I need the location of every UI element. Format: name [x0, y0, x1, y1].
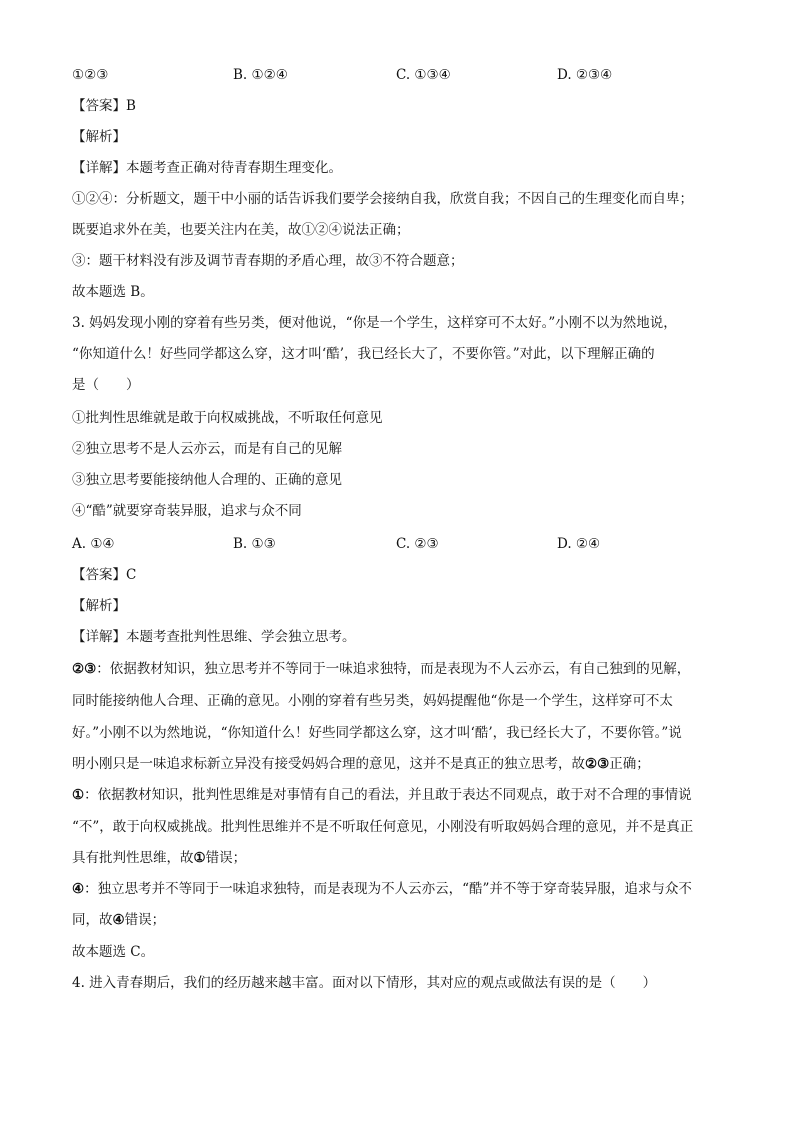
- q3-explanation-text: ：依据教材知识，批判性思维是对事情有自己的看法，并且敢于表达不同观点，敢于对不合理的事情说: [84, 787, 692, 803]
- q3-explanation-line: [72, 786, 692, 804]
- q3-option-ref: ④: [72, 881, 85, 897]
- q3-explanation-line: 同时能接纳他人合理、正确的意见。小刚的穿着有些另类，妈妈提醒他“你是一个学生，这样穿可不太: [72, 693, 673, 709]
- q3-conclusion: 故本题选 C。: [72, 944, 155, 960]
- q3-explanation-line: [72, 880, 692, 898]
- q2-option-b: B. ①②④: [233, 67, 288, 83]
- q3-answer: 【答案】C: [72, 567, 137, 583]
- q3-explanation-line: “不”，敢于向权威挑战。批判性思维并不是不听取任何意见，小刚没有听取妈妈合理的意见，并不是真正: [72, 819, 694, 835]
- q3-option-d: D. ②④: [557, 536, 601, 552]
- q2-explanation-line: ①②④：分析题文，题干中小丽的话告诉我们要学会接纳自我，欣赏自我；不因自己的生理变化而自卑；: [72, 191, 693, 207]
- q2-option-c: C. ①③④: [396, 67, 451, 83]
- q3-explanation-line: [72, 755, 650, 773]
- q3-statement: ②独立思考不是人云亦云，而是有自己的见解: [72, 441, 342, 457]
- q3-explanation-text: 明小刚只是一味追求标新立异没有接受妈妈合理的意见，这并不是真正的独立思考，故: [72, 756, 585, 772]
- q3-explanation-text: ：依据教材知识，独立思考并不等同于一味追求独特，而是表现为不人云亦云，有自己独到的见解，: [96, 661, 691, 677]
- q3-explanation-line: [72, 849, 246, 867]
- q2-analysis-heading: 【解析】: [72, 129, 126, 145]
- q2-explanation-line: ③：题干材料没有涉及调节青春期的矛盾心理，故③不符合题意；: [72, 253, 464, 269]
- q3-option-ref: ④: [112, 912, 125, 928]
- q3-stem-line: 是（ ）: [72, 377, 140, 393]
- q2-option-a: ①②③: [72, 67, 109, 83]
- q3-option-ref: ②③: [585, 756, 610, 772]
- q3-statement: ③独立思考要能接纳他人合理的、正确的意见: [72, 472, 342, 488]
- q3-option-c: C. ②③: [396, 536, 439, 552]
- q3-explanation-line: [72, 911, 165, 929]
- q3-option-ref: ①: [193, 850, 206, 866]
- q2-option-d: D. ②③④: [557, 67, 613, 83]
- q3-explanation-text: 具有批判性思维，故: [72, 850, 194, 866]
- q2-conclusion: 故本题选 B。: [72, 284, 154, 300]
- q3-explanation-text: 错误；: [124, 912, 166, 928]
- q3-option-a: A. ①④: [72, 536, 115, 552]
- q3-stem-line: “你知道什么！好些同学都这么穿，这才叫‘酷’，我已经长大了，不要你管。”对此，以下理解正确的: [72, 346, 655, 362]
- q2-detail: 【详解】本题考查正确对待青春期生理变化。: [72, 160, 342, 176]
- q3-explanation-line: 好。”小刚不以为然地说，“你知道什么！好些同学都这么穿，这才叫‘酷’，我已经长大了，不要你管。”说: [72, 725, 682, 741]
- q3-option-b: B. ①③: [233, 536, 276, 552]
- q3-explanation-line: [72, 660, 690, 678]
- q3-statement: ①批判性思维就是敢于向权威挑战，不听取任何意见: [72, 410, 383, 426]
- q3-option-ref: ②③: [72, 661, 97, 677]
- q3-explanation-text: ：独立思考并不等同于一味追求独特，而是表现为不人云亦云，“酷”并不等于穿奇装异服，追求与众不: [84, 881, 692, 897]
- q4-stem: 4. 进入青春期后，我们的经历越来越丰富。面对以下情形，其对应的观点或做法有误的是（ ）: [72, 975, 657, 991]
- q2-explanation-line: 既要追求外在美，也要关注内在美，故①②④说法正确；: [72, 222, 410, 238]
- q2-answer: 【答案】B: [72, 98, 136, 114]
- q3-statement: ④“酷”就要穿奇装异服，追求与众不同: [72, 503, 302, 519]
- q3-analysis-heading: 【解析】: [72, 598, 126, 614]
- q3-option-ref: ①: [72, 787, 85, 803]
- q3-detail: 【详解】本题考查批判性思维、学会独立思考。: [72, 629, 356, 645]
- q3-explanation-text: 正确；: [609, 756, 650, 772]
- q3-stem-line: 3. 妈妈发现小刚的穿着有些另类，便对他说，“你是一个学生，这样穿可不太好。”小刚不以为然地说，: [72, 315, 677, 331]
- q3-explanation-text: 同，故: [72, 912, 113, 928]
- q3-explanation-text: 错误；: [205, 850, 247, 866]
